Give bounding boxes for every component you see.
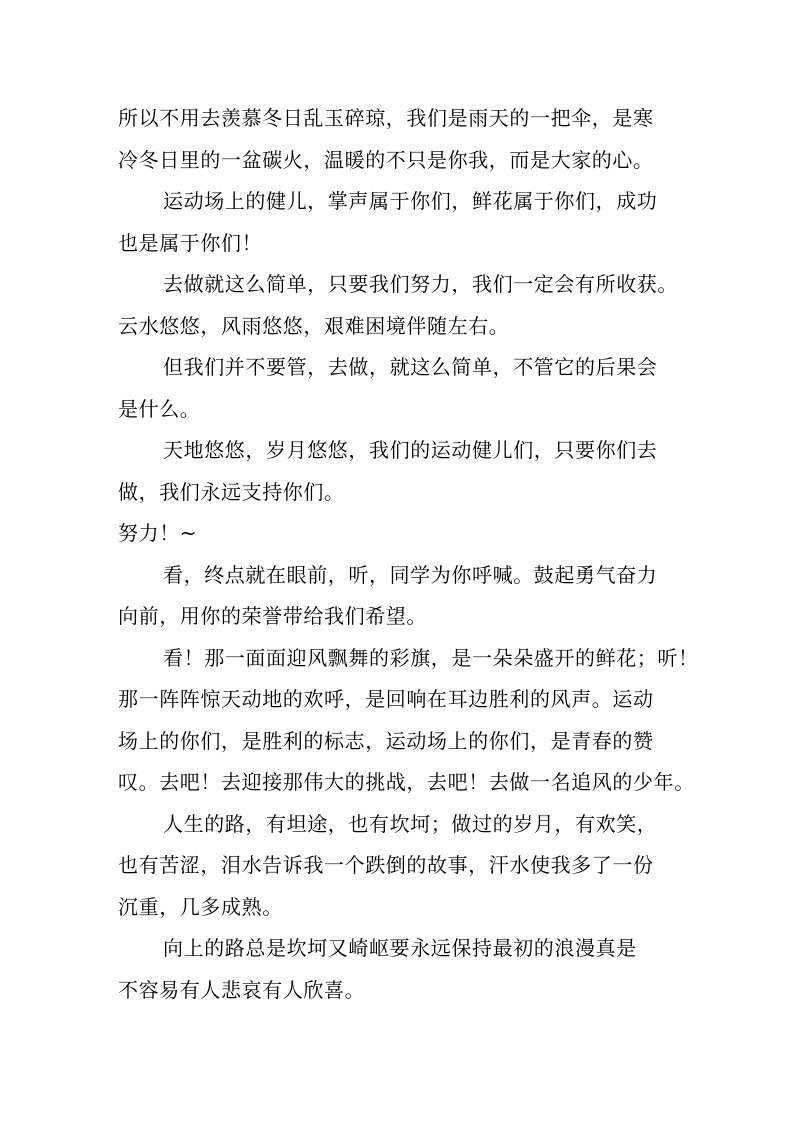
text-line: 沉重，几多成熟。	[118, 894, 283, 919]
text-line: 也是属于你们！	[118, 230, 263, 255]
text-line: 冷冬日里的一盆碳火，温暖的不只是你我，而是大家的心。	[118, 147, 654, 172]
text-line: 叹。去吧！去迎接那伟大的挑战，去吧！去做一名追风的少年。	[118, 770, 695, 794]
text-line: 场上的你们，是胜利的标志，运动场上的你们，是青春的赞	[118, 728, 654, 753]
text-line: 努力！~	[118, 521, 198, 545]
text-line: 云水悠悠，风雨悠悠，艰难困境伴随左右。	[118, 313, 510, 338]
text-line: 向前，用你的荣誉带给我们希望。	[118, 604, 427, 628]
text-line: 是什么。	[118, 396, 201, 421]
text-line: 运动场上的健儿，掌声属于你们，鲜花属于你们，成功	[163, 189, 658, 213]
text-line: 所以不用去羡慕冬日乱玉碎琼，我们是雨天的一把伞，是寒	[118, 106, 654, 130]
text-line: 看，终点就在眼前，听，同学为你呼喊。鼓起勇气奋力	[163, 562, 658, 587]
text-line: 不容易有人悲哀有人欣喜。	[118, 977, 366, 1002]
text-line: 那一阵阵惊天动地的欢呼，是回响在耳边胜利的风声。运动	[118, 687, 654, 711]
text-line: 看！那一面面迎风飘舞的彩旗，是一朵朵盛开的鲜花；听！	[163, 645, 699, 670]
text-line: 但我们并不要管，去做，就这么简单，不管它的后果会	[163, 355, 658, 379]
body-text	[118, 98, 699, 1011]
text-line: 做，我们永远支持你们。	[118, 479, 345, 504]
text-line: 也有苦涩，泪水告诉我一个跌倒的故事，汗水使我多了一份	[118, 853, 654, 877]
text-line: 天地悠悠，岁月悠悠，我们的运动健儿们，只要你们去	[163, 438, 658, 462]
text-line: 去做就这么简单，只要我们努力，我们一定会有所收获。	[163, 272, 678, 296]
text-line: 向上的路总是坎坷又崎岖要永远保持最初的浪漫真是	[163, 936, 637, 960]
text-line: 人生的路，有坦途，也有坎坷；做过的岁月，有欢笑，	[163, 811, 658, 836]
